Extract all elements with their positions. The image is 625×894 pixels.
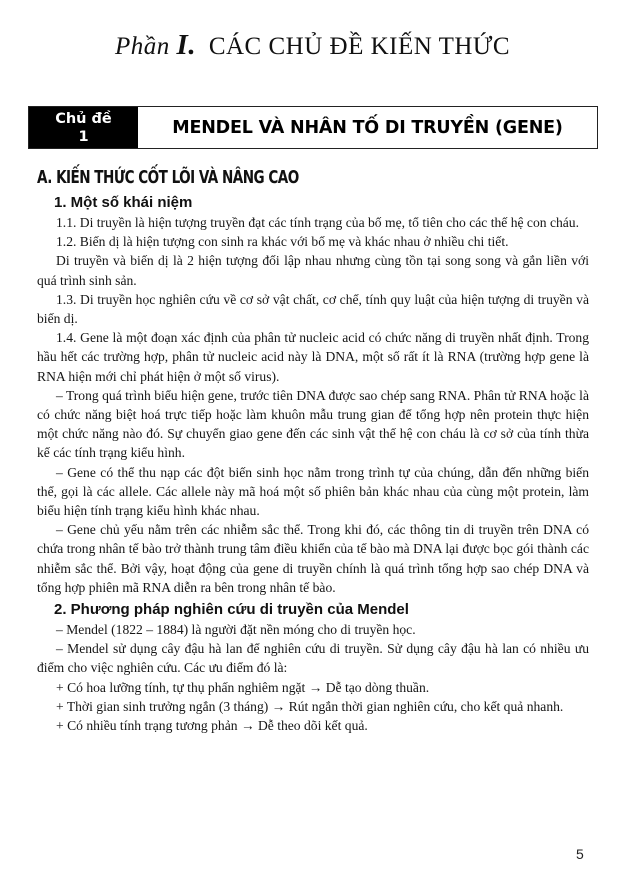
part-title [0,28,625,64]
page-content [37,166,589,735]
paragraph: – Mendel sử dụng cây đậu hà lan để nghiên cứu di truyền. Sử dụng cây đậu hà lan có nhiều ưu điểm cho việc nghiên cứu. Các ưu điểm đó là: [37,641,589,676]
paragraph: – Gene có thể thu nạp các đột biến sinh học nằm trong trình tự của chúng, dẫn đến những biến thể, gọi là các allele. Các allele này mã hoá một số phiên bản khác nhau của cùng một protein, làm biểu hiện tính trạng kiểu hình khác nhau. [37,464,589,519]
paragraph: 1.4. Gene là một đoạn xác định của phân tử nucleic acid có chức năng di truyền nhất định. Trong hầu hết các trường hợp, phân tử nucleic acid này là DNA, một số rất ít là RNA (trường hợp gene là RNA hiện mới chỉ phát hiện ở một số virus). [37,330,589,384]
page-number: 5 [576,846,584,862]
part-title-text: CÁC CHỦ ĐỀ KIẾN THỨC [208,33,510,60]
subsection-2-heading: 2. Phương pháp nghiên cứu di truyền của Mendel [54,601,409,619]
paragraph: Di truyền và biến dị là 2 hiện tượng đối lập nhau nhưng cùng tồn tại song song và gắn liền với quá trình sinh sản. [37,253,589,288]
bullet-item: + Có nhiều tính trạng tương phản → Dễ theo dõi kết quả. [56,718,368,734]
topic-label [29,107,138,148]
paragraph: – Mendel (1822 – 1884) là người đặt nền móng cho di truyền học. [56,622,416,638]
topic-header-box [28,106,598,149]
paragraph: – Gene chủ yếu nằm trên các nhiễm sắc thể. Trong khi đó, các thông tin di truyền trên DNA có chứa trong nhân tế bào trở thành trung tâm điều khiển của tế bào mà DNA lại được bọc gói thành các nhiễm sắc thể. Bởi vậy, hoạt động của gene di truyền chính là quá trình tổng hợp sao chép DNA và tổng hợp phiên mã RNA diễn ra bên trong nhân tế bào. [37,522,589,595]
paragraph: – Trong quá trình biểu hiện gene, trước tiên DNA được sao chép sang RNA. Phân tử RNA hoặc là có chức năng biệt hoá trực tiếp hoặc làm khuôn mẫu trung gian để tổng hợp nên protein thực hiện một chức năng nào đó. Sự chuyển giao gene đến các sinh vật thế hệ con cháu là cơ sở của tính thừa kế các tính trạng kiểu hình. [37,387,589,461]
topic-label-number: 1 [78,128,89,145]
topic-title: MENDEL VÀ NHÂN TỐ DI TRUYỀN (GENE) [172,117,563,138]
topic-label-word: Chủ đề [55,110,112,127]
part-word: Phần [115,33,170,60]
paragraph: 1.3. Di truyền học nghiên cứu về cơ sở vật chất, cơ chế, tính quy luật của hiện tượng di truyền và biến dị. [37,291,589,327]
part-number: I. [176,29,197,61]
section-a-heading: A. KIẾN THỨC CỐT LÕI VÀ NÂNG CAO [37,168,299,188]
paragraph: 1.1. Di truyền là hiện tượng truyền đạt các tính trạng của bố mẹ, tổ tiên cho các thế hệ con cháu. [56,215,580,230]
subsection-1-heading: 1. Một số khái niệm [54,194,193,211]
bullet-item: + Thời gian sinh trưởng ngắn (3 tháng) → Rút ngắn thời gian nghiên cứu, cho kết quả nhanh. [56,698,564,714]
paragraph: 1.2. Biến dị là hiện tượng con sinh ra khác với bố mẹ và khác nhau ở nhiều chi tiết. [56,234,509,250]
bullet-item: + Có hoa lưỡng tính, tự thụ phấn nghiêm ngặt → Dễ tạo dòng thuần. [56,679,430,695]
